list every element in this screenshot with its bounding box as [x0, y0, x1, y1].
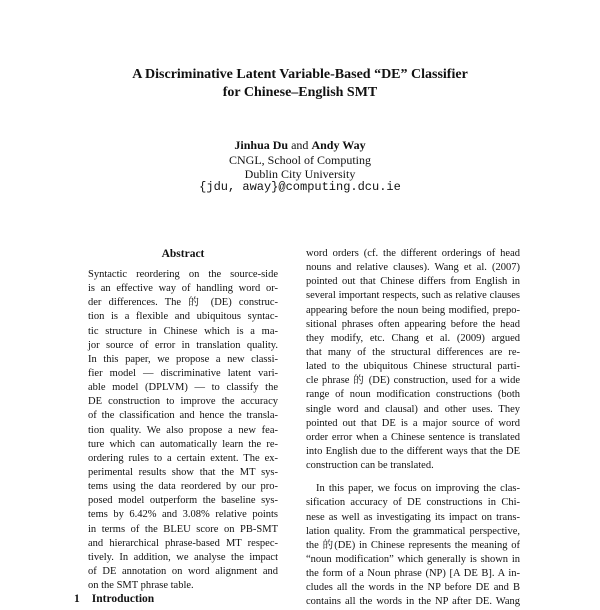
body-line: In this paper, we focus on improving the clas- — [316, 483, 520, 495]
paper-title-line-1: A Discriminative Latent Variable-Based “DE” Classifier — [132, 67, 468, 82]
abstract-line: of DE annotation on word alignment and — [88, 565, 278, 577]
author-conjunction: and — [291, 138, 309, 152]
body-line: they modify, etc. Chang et al. (2009) argued — [306, 332, 520, 344]
abstract-line: der differences. The 的 (DE) construc- — [88, 297, 278, 309]
body-line: nese as well as investigating its impact on trans- — [306, 511, 520, 523]
paper-title-line-2: for Chinese–English SMT — [222, 85, 378, 100]
abstract-line: Syntactic reordering on the source-side — [88, 269, 278, 280]
abstract-line: In this paper, we propose a new classi- — [88, 353, 278, 365]
body-line: order error when a Chinese sentence is translated — [306, 431, 520, 443]
abstract-body — [88, 268, 278, 593]
body-line: the form of a Noun phrase (NP) [A DE B]. A in- — [306, 568, 520, 580]
abstract-line: and hierarchical phrase-based MT respec- — [88, 537, 278, 549]
right-column-body — [306, 247, 520, 610]
abstract-line: DE construction to improve the accuracy — [88, 396, 278, 408]
abstract-line: tively. In addition, we analyse the impact — [88, 551, 278, 563]
paragraph-gap — [306, 473, 520, 482]
body-line: into English due to the different ways that the DE — [306, 445, 520, 457]
abstract-line: tems by 6.42% and 3.08% relative points — [88, 509, 278, 521]
abstract-line: tems using the data reordered by our pro- — [88, 481, 278, 493]
body-line: pointed out that DE is a major source of word — [306, 417, 520, 429]
abstract-line: able model (DPLVM) — to classify the — [88, 382, 278, 394]
body-line: cludes all the words in the NP before DE and B — [306, 582, 520, 594]
abstract-line: on the SMT phrase table. — [88, 580, 194, 592]
abstract-heading: Abstract — [161, 248, 205, 260]
abstract-line: tion quality. We also propose a new fea- — [88, 424, 278, 436]
body-line: cle phrase 的 (DE) construction, used for a wide — [306, 375, 520, 387]
body-line: construction can be translated. — [306, 460, 434, 472]
abstract-line: ordering rules to a certain extent. The ex- — [88, 452, 278, 464]
author-email: {jdu, away}@computing.dcu.ie — [199, 180, 401, 194]
body-line: “noun modification” which generally is shown in — [306, 553, 520, 565]
body-line: several important respects, such as relative clauses — [306, 290, 520, 302]
affiliation-school: CNGL, School of Computing — [228, 153, 371, 167]
abstract-line: ture which can automatically learn the re- — [88, 438, 278, 450]
body-line: sitional phrases often appearing before the head — [306, 318, 520, 330]
abstract-line: fier model — discriminative latent vari- — [88, 367, 278, 379]
abstract-line: tic structure in Chinese which is a ma- — [88, 325, 278, 337]
abstract-line: perimental results show that the MT sys- — [88, 466, 278, 478]
abstract-line: posed model outperform the baseline sys- — [88, 495, 278, 507]
body-line: pointed out that Chinese differs from English in — [306, 276, 520, 288]
body-line: single word and clausal) and other uses. They — [306, 403, 520, 415]
body-line: the 的(DE) in Chinese represents the meaning of — [306, 539, 520, 551]
author-2: Andy Way — [311, 138, 366, 152]
body-line: appearing before the noun being modified, prepo- — [306, 304, 520, 316]
abstract-line: tion is a flexible and ubiquitous syntac- — [88, 311, 278, 323]
author-1: Jinhua Du — [234, 138, 289, 152]
body-line: contains all the words in the NP after DE. Wang — [306, 596, 520, 608]
abstract-line: of the classification and hence the transla- — [88, 410, 278, 422]
body-line: lated to the ubiquitous Chinese structural parti- — [306, 361, 520, 373]
body-line: that many of the structural differences are re- — [306, 346, 520, 358]
body-line: range of noun modification constructions (both — [306, 389, 520, 401]
body-line: lation quality. From the grammatical perspective, — [306, 525, 520, 537]
body-line: word orders (cf. the different orderings of head — [306, 248, 520, 259]
body-line: nouns and relative clauses). Wang et al. (2007) — [306, 262, 520, 274]
section-title: Introduction — [91, 593, 155, 605]
section-number: 1 — [74, 593, 80, 605]
body-line: sification accuracy of DE constructions in Chi- — [306, 497, 520, 509]
affiliation-university: Dublin City University — [244, 167, 356, 181]
author-line — [0, 137, 600, 153]
abstract-line: is an effective way of handling word or- — [88, 283, 278, 295]
abstract-line: in terms of the BLEU score on PB-SMT — [88, 523, 278, 535]
section-heading-introduction — [74, 592, 154, 606]
abstract-line: jor source of error in translation quality. — [88, 339, 278, 351]
